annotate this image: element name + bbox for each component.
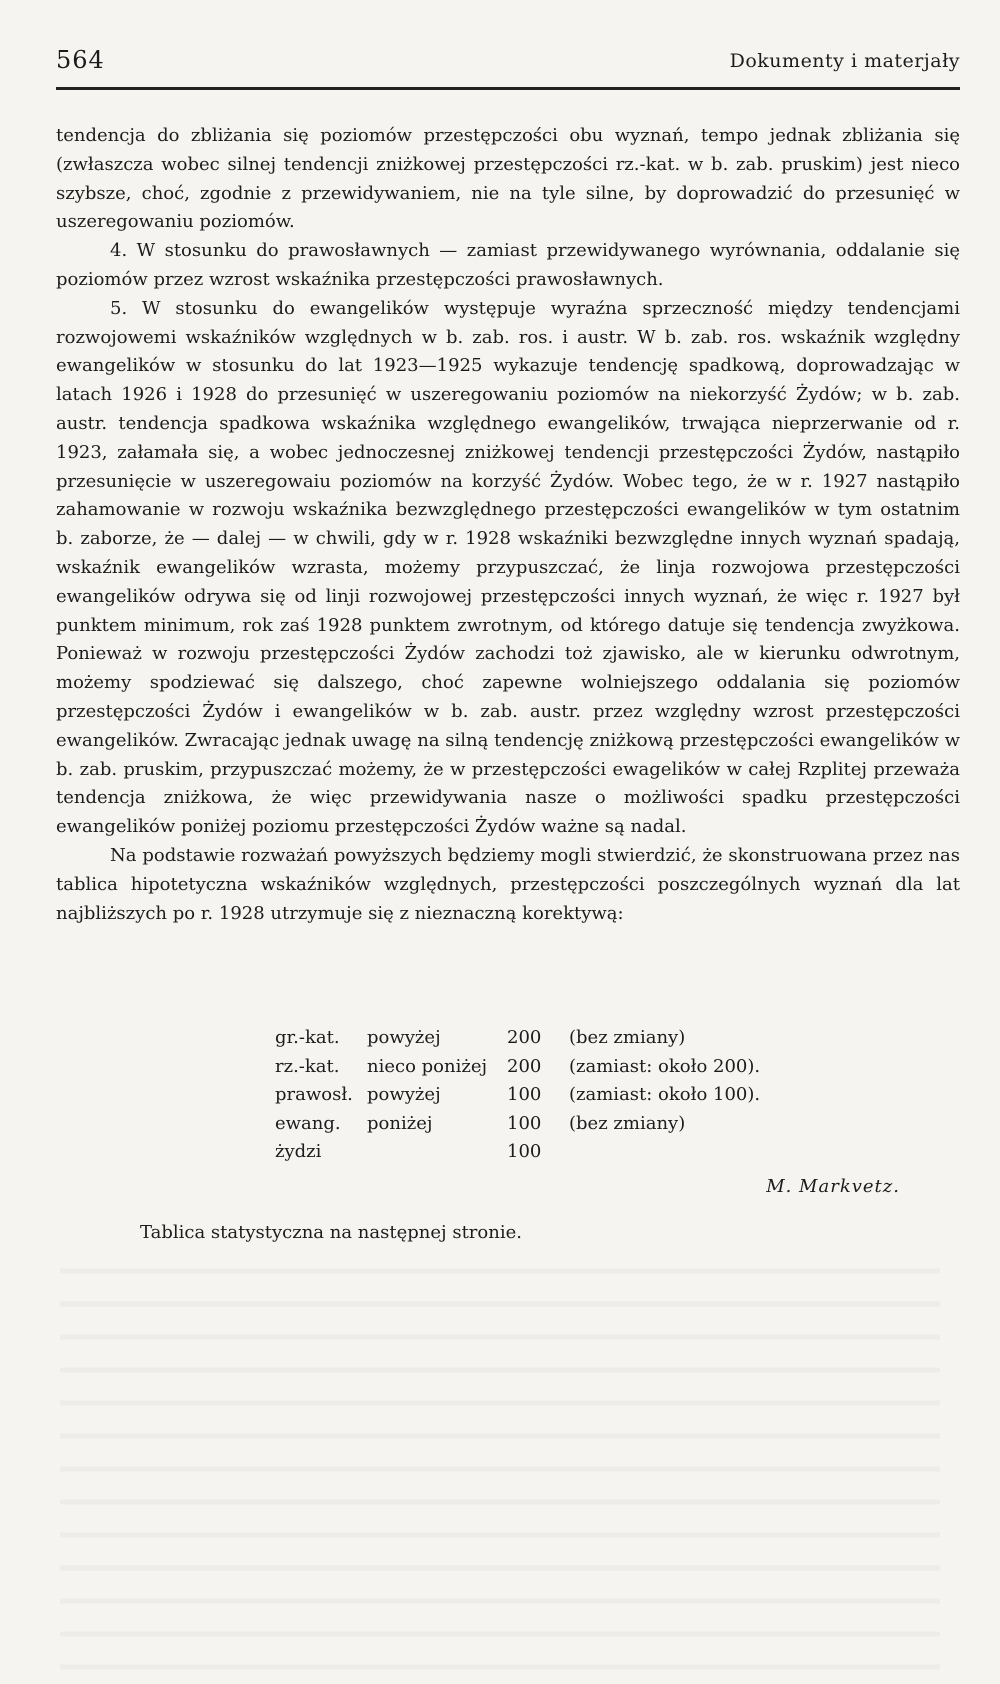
note-cell: (zamiast: około 200). <box>569 1055 761 1077</box>
direction-cell <box>367 1138 507 1167</box>
header-rule <box>56 87 960 90</box>
value-cell: 200 <box>507 1055 542 1077</box>
note-cell: (bez zmiany) <box>569 1112 686 1134</box>
author-signature: M. Markvetz. <box>766 1176 900 1197</box>
direction-cell: powyżej <box>367 1084 441 1105</box>
denomination-cell: prawosł. <box>275 1084 353 1105</box>
denomination-cell: gr.-kat. <box>275 1027 340 1048</box>
running-title: Dokumenty i materjały <box>729 50 960 72</box>
table-row <box>275 1110 760 1139</box>
page-header <box>56 46 960 86</box>
show-through-texture <box>60 1250 940 1670</box>
correction-table <box>275 1024 760 1167</box>
table-row <box>275 1081 760 1110</box>
value-cell: 200 <box>507 1027 542 1048</box>
page-number: 564 <box>56 46 105 74</box>
note-cell: (bez zmiany) <box>569 1027 686 1048</box>
note-cell <box>565 1138 760 1167</box>
denomination-cell: ewang. <box>275 1112 341 1134</box>
table-row <box>275 1053 760 1082</box>
direction-cell: powyżej <box>367 1027 441 1048</box>
paragraph-point-4: 4. W stosunku do prawosławnych — zamiast przewidywanego wyrównania, oddalanie się poziomów przez wzrost wskaźnika przestępczości prawosławnych. <box>56 240 960 290</box>
value-cell: 100 <box>507 1141 542 1162</box>
note-cell: (zamiast: około 100). <box>569 1084 761 1105</box>
paragraph-continuation: tendencja do zbliżania się poziomów przestępczości obu wyznań, tempo jednak zbliżania się (zwłaszcza wobec silnej tendencji zniżkowej przestępczości rz.-kat. w b. zab. pruskim) jest nieco szybsze, choć, zgodnie z przewidywaniem, nie na tyle silne, by doprowadzić do przesunięć w uszeregowaniu poziomów. <box>56 125 960 233</box>
direction-cell: nieco poniżej <box>367 1055 488 1077</box>
denomination-cell: rz.-kat. <box>275 1055 340 1077</box>
value-cell: 100 <box>507 1084 542 1105</box>
denomination-cell: żydzi <box>275 1141 322 1162</box>
closing-note: Tablica statystyczna na następnej stronie. <box>140 1222 522 1243</box>
direction-cell: poniżej <box>367 1112 433 1134</box>
paragraph-conclusion: Na podstawie rozważań powyższych będziemy mogli stwierdzić, że skonstruowana przez nas tablica hipotetyczna wskaźników względnych, przestępczości poszczególnych wyznań dla lat najbliższych po r. 1928 utrzymuje się z nieznaczną korektywą: <box>56 844 960 924</box>
body-text <box>56 122 960 928</box>
paragraph-point-5: 5. W stosunku do ewangelików występuje wyraźna sprzeczność między tendencjami rozwojowemi wskaźników względnych w b. zab. ros. i austr. W b. zab. ros. wskaźnik względny ewangelików w stosunku do lat 1923—1925 wykazuje tendencję spadkową, doprowadzając w latach 1926 i 1928 do przesunięć w uszeregowaniu poziomów na niekorzyść Żydów; w b. zab. austr. tendencja spadkowa wskaźnika względnego ewangelików, trwająca nieprzerwanie od r. 1923, załamała się, a wobec jednoczesnej zniżkowej tendencji przestępczości Żydów, nastąpiło przesunięcie w uszeregowaiu poziomów na korzyść Żydów. Wobec tego, że w r. 1927 nastąpiło zahamowanie w rozwoju wskaźnika bezwzględnego przestępczości ewangelików w tym ostatnim b. zaborze, że — dalej — w chwili, gdy w r. 1928 wskaźniki bezwzględne innych wyznań spadają, wskaźnik ewangelików wzrasta, możemy przypuszczać, że linja rozwojowa przestępczości ewangelików odrywa się od linji rozwojowej przestępczości innych wyznań, że więc r. 1927 był punktem minimum, rok zaś 1928 punktem zwrotnym, od którego datuje się tendencja zwyżkowa. Ponieważ w rozwoju przestępczości Żydów zachodzi toż zjawisko, ale w kierunku odwrotnym, możemy spodziewać się dalszego, choć zapewne wolniejszego oddalania się poziomów przestępczości Żydów i ewangelików w b. zab. austr. przez względny wzrost przestępczości ewangelików. Zwracając jednak uwagę na silną tendencję zniżkową przestępczości ewangelików w b. zab. pruskim, przypuszczać możemy, że w przestępczości ewagelików w całej Rzplitej przeważa tendencja zniżkowa, że więc przewidywania nasze o możliwości spadku przestępczości ewangelików poniżej poziomu przestępczości Żydów ważne są nadal. <box>56 297 960 838</box>
table-row <box>275 1138 760 1167</box>
value-cell: 100 <box>507 1112 542 1134</box>
table-row <box>275 1024 760 1053</box>
